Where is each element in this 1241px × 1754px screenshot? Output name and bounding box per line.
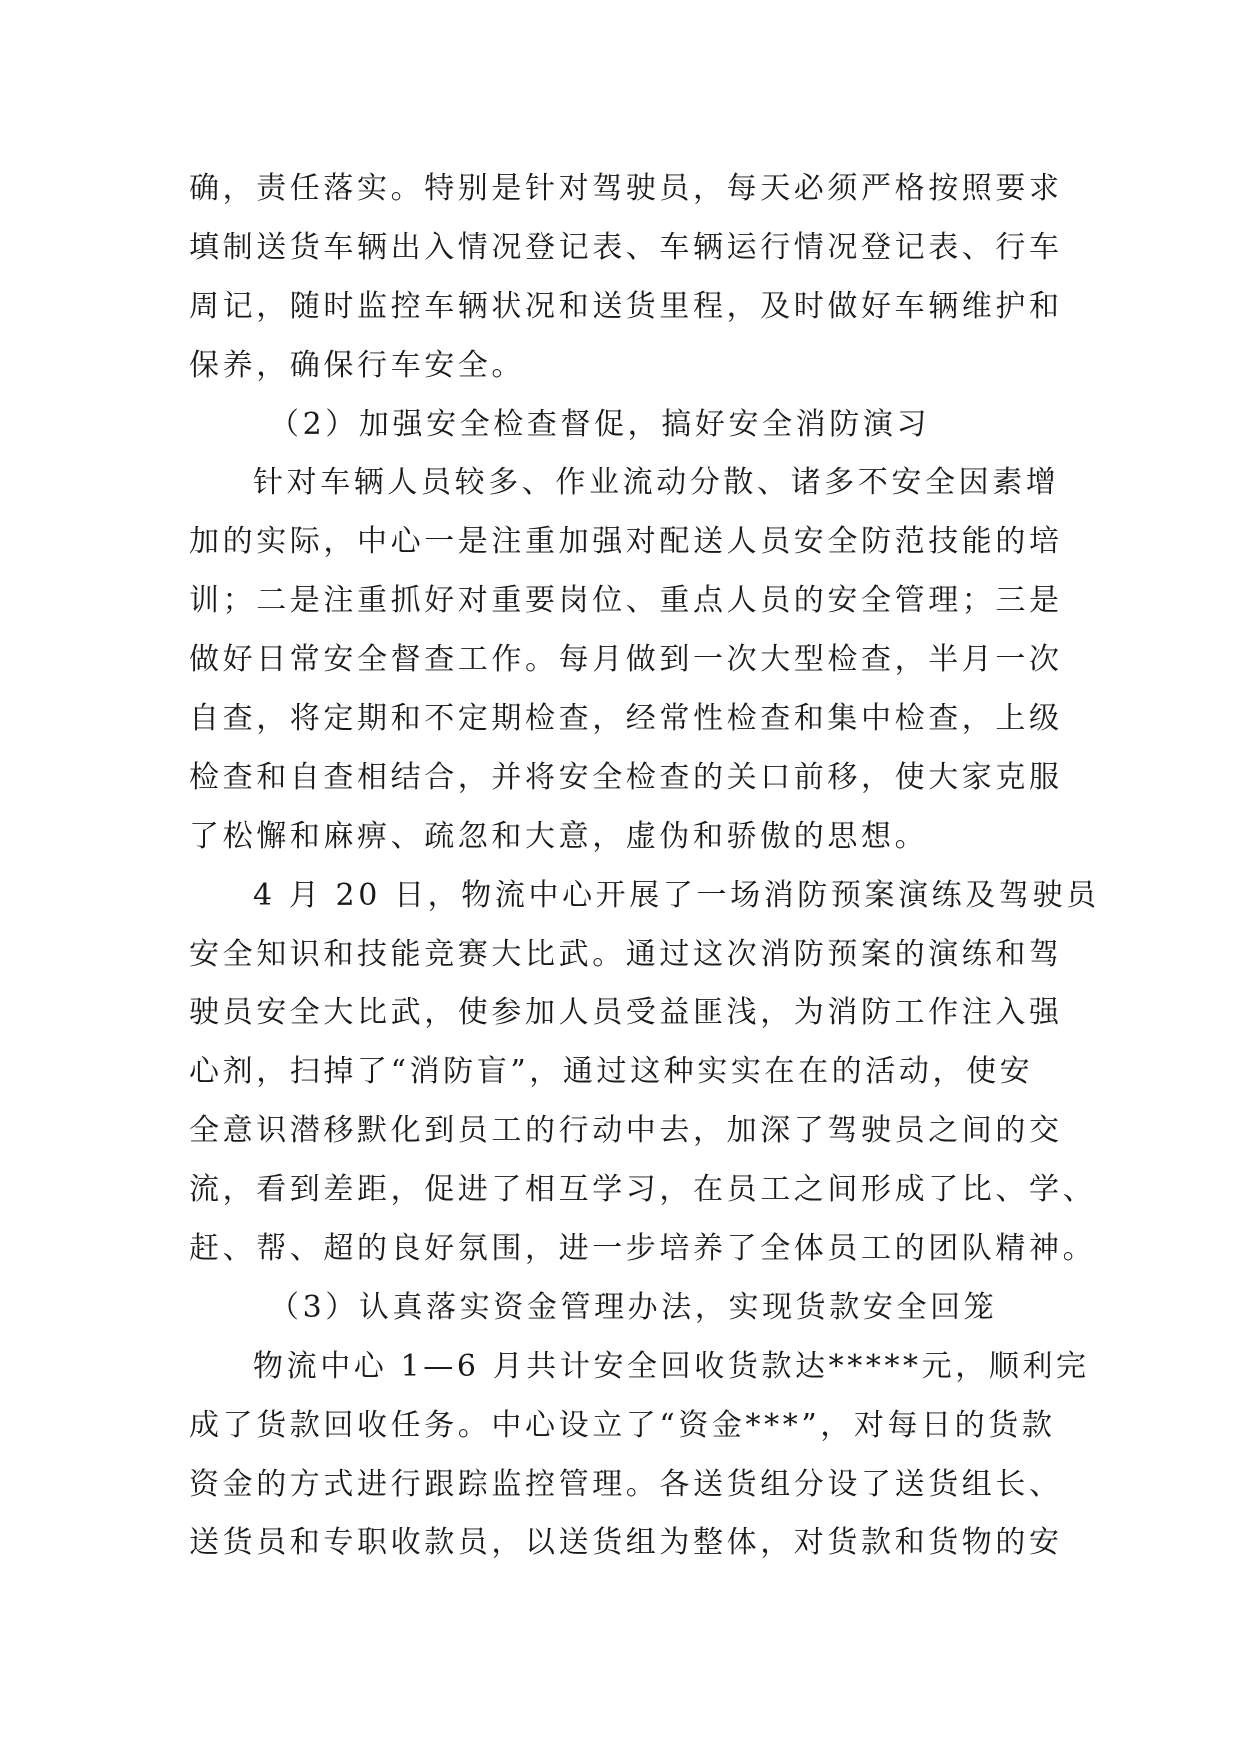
text-line: 做好日常安全督查工作。每月做到一次大型检查，半月一次 [189, 642, 1063, 678]
text-line: 心剂，扫掉了“消防盲”，通过这种实实在在的活动，使安 [189, 1054, 1034, 1090]
text-line: 了松懈和麻痹、疏忽和大意，虚伪和骄傲的思想。 [189, 818, 929, 854]
text-line: 检查和自查相结合，并将安全检查的关口前移，使大家克服 [189, 759, 1063, 795]
paragraph-first-line: 针对车辆人员较多、作业流动分散、诸多不安全因素增 [253, 465, 1060, 501]
text-line: 自查，将定期和不定期检查，经常性检查和集中检查，上级 [189, 701, 1063, 737]
paragraph-first-line: 物流中心 1—6 月共计安全回收货款达*****元，顺利完 [253, 1348, 1090, 1384]
text-line: 资金的方式进行跟踪监控管理。各送货组分设了送货组长、 [189, 1466, 1063, 1502]
text-line: 安全知识和技能竞赛大比武。通过这次消防预案的演练和驾 [189, 936, 1063, 972]
section-heading: （2）加强安全检查督促，搞好安全消防演习 [269, 406, 931, 442]
text-line: 流，看到差距，促进了相互学习，在员工之间形成了比、学、 [189, 1172, 1097, 1208]
text-line: 成了货款回收任务。中心设立了“资金***”，对每日的货款 [189, 1407, 1056, 1443]
section-heading: （3）认真落实资金管理办法，实现货款安全回笼 [269, 1289, 998, 1325]
paragraph-first-line: 4 月 20 日，物流中心开展了一场消防预案演练及驾驶员 [253, 877, 1100, 913]
text-line: 全意识潜移默化到员工的行动中去，加深了驾驶员之间的交 [189, 1113, 1063, 1149]
text-line: 确，责任落实。特别是针对驾驶员，每天必须严格按照要求 [189, 171, 1063, 206]
body-text [189, 160, 1100, 1573]
text-line: 训；二是注重抓好对重要岗位、重点人员的安全管理；三是 [189, 583, 1063, 619]
text-line: 送货员和专职收款员，以送货组为整体，对货款和货物的安 [189, 1525, 1063, 1561]
text-line: 驶员安全大比武，使参加人员受益匪浅，为消防工作注入强 [189, 995, 1063, 1031]
text-line: 周记，随时监控车辆状况和送货里程，及时做好车辆维护和 [189, 288, 1063, 324]
text-line: 保养，确保行车安全。 [189, 347, 525, 383]
text-line: 填制送货车辆出入情况登记表、车辆运行情况登记表、行车 [189, 229, 1063, 265]
text-line: 赶、帮、超的良好氛围，进一步培养了全体员工的团队精神。 [189, 1231, 1097, 1267]
text-line: 加的实际，中心一是注重加强对配送人员安全防范技能的培 [189, 524, 1063, 560]
